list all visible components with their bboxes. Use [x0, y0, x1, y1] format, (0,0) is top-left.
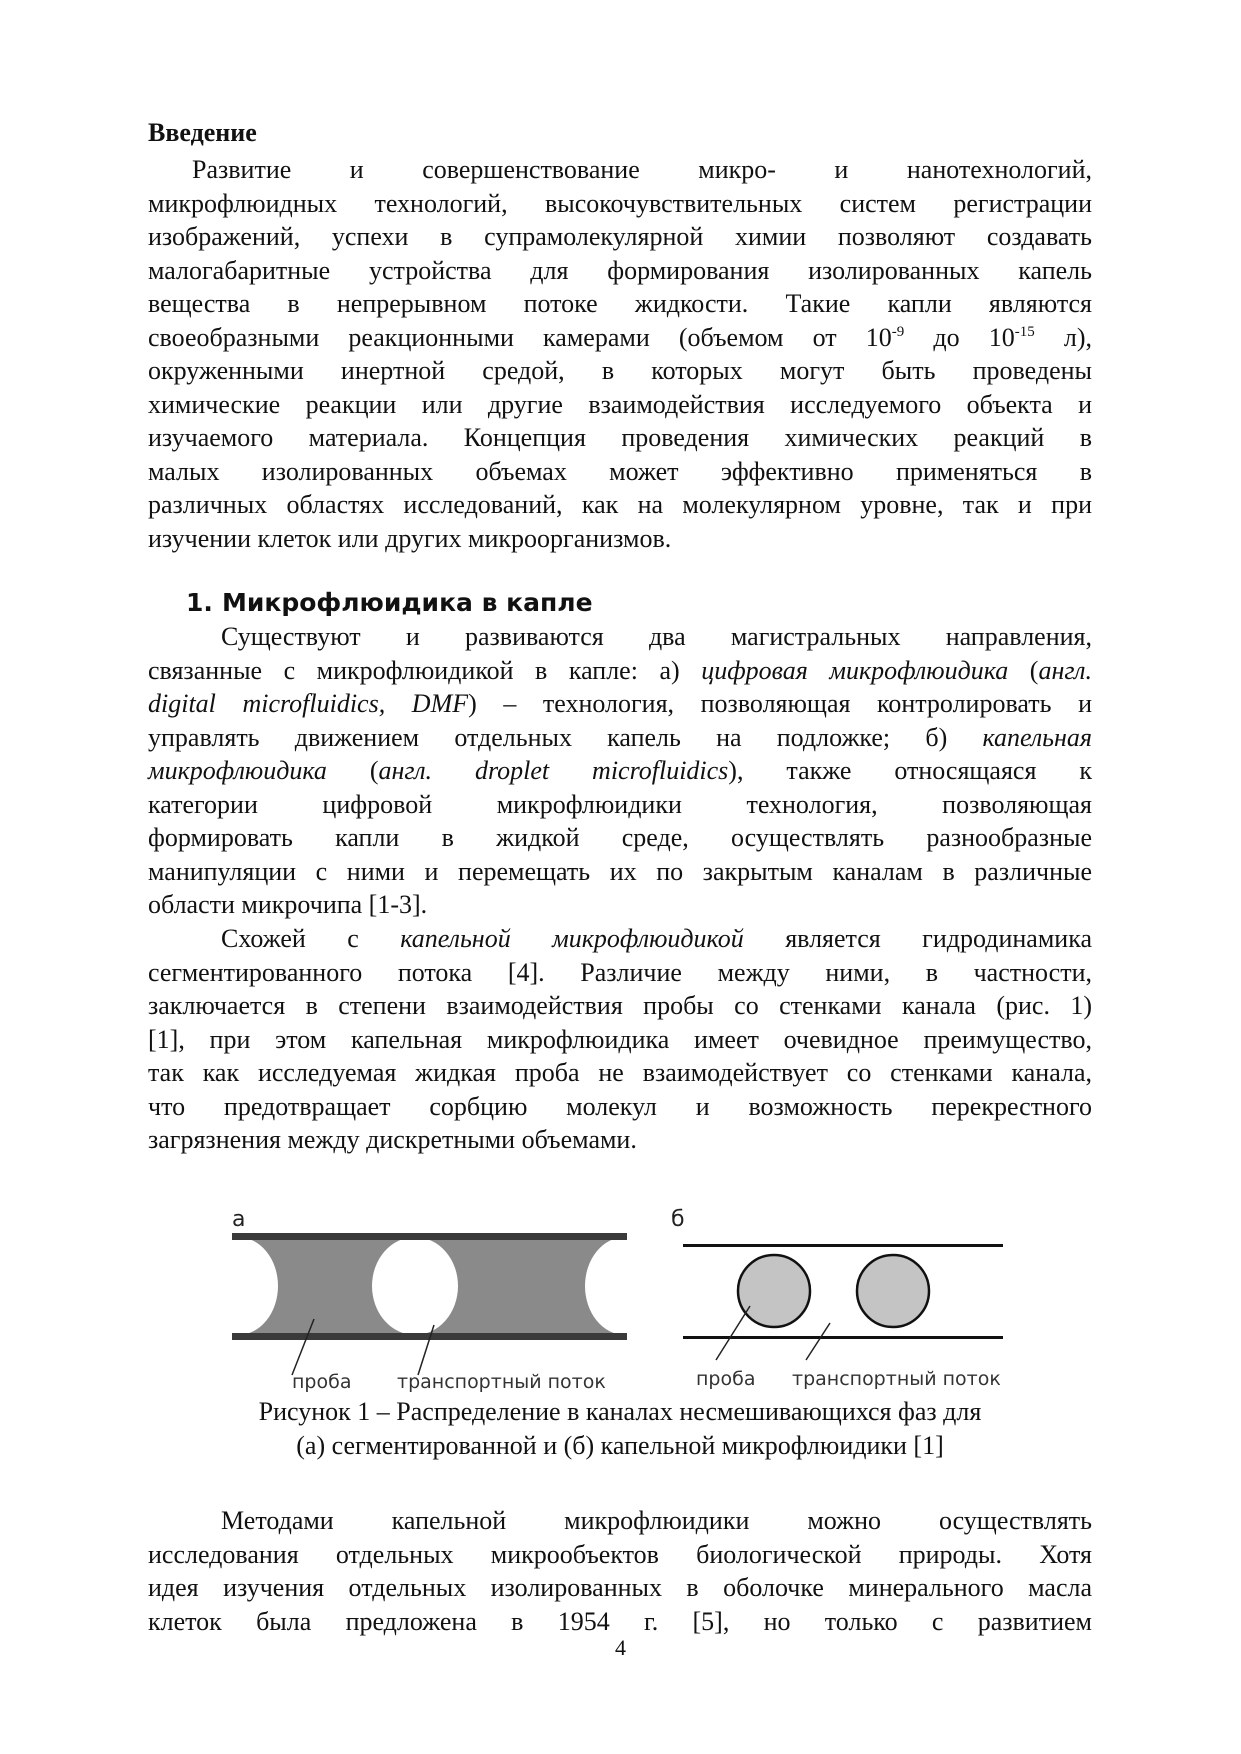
panel-b-flow-label: транспортный поток [792, 1368, 1001, 1390]
wall-top-b [683, 1244, 1003, 1247]
text-line: Существуют и развиваются два магистральных направления, [221, 622, 1092, 651]
text-line: так как исследуемая жидкая проба не взаимодействует со стенками канала, [148, 1058, 1092, 1087]
text-line: digital microfluidics, DMF) – технология, позволяющая контролировать и [148, 689, 1092, 718]
transport-flow-segment-right [585, 1237, 665, 1335]
text-line: Схожей с капельной микрофлюидикой является гидродинамика [221, 924, 1092, 953]
segmented-flow-diagram [198, 1233, 665, 1375]
text-line: клеток была предложена в 1954 г. [5], но только с развитием [148, 1606, 1092, 1636]
text-line: изучаемого материала. Концепция проведения химических реакций в [148, 423, 1092, 452]
text-line: связанные с микрофлюидикой в капле: а) цифровая микрофлюидика (англ. [148, 655, 1092, 685]
text-line: области микрочипа [1-3]. [148, 890, 428, 919]
panel-a-flow-label: транспортный поток [397, 1371, 606, 1393]
text-line: изображений, успехи в супрамолекулярной химии позволяют создавать [148, 222, 1092, 251]
droplet-1 [738, 1255, 810, 1327]
transport-flow-segment [372, 1237, 458, 1335]
text-line: идея изучения отдельных изолированных в оболочке минерального масла [148, 1573, 1092, 1602]
text-line: категории цифровой микрофлюидики технология, позволяющая [148, 789, 1092, 819]
section-title: Микрофлюидика в капле [222, 588, 593, 617]
text-line: заключается в степени взаимодействия пробы со стенками канала (рис. 1) [148, 991, 1092, 1020]
figure-caption [148, 1395, 1092, 1463]
flow-pointer-b [806, 1323, 830, 1360]
page-number: 4 [615, 1635, 626, 1660]
text-line: [1], при этом капельная микрофлюидика имеет очевидное преимущество, [148, 1024, 1092, 1054]
text-line: манипуляции с ними и перемещать их по закрытым каналам в различные [148, 856, 1092, 886]
text-line: изучении клеток или других микроорганизмов. [148, 523, 672, 553]
panel-b-label: б [671, 1207, 685, 1232]
droplet-2 [857, 1255, 929, 1327]
text-line: управлять движением отдельных капель на подложке; б) капельная [148, 722, 1092, 752]
panel-a-probe-label: проба [292, 1371, 352, 1393]
panel-a-label: а [232, 1207, 246, 1232]
text-line: вещества в непрерывном потоке жидкости. Такие капли являются [148, 289, 1092, 318]
probe-pointer-b [716, 1306, 750, 1360]
panel-b-probe-label: проба [696, 1368, 756, 1390]
text-line: малых изолированных объемах может эффективно применяться в [148, 456, 1092, 486]
text-line: Развитие и совершенствование микро- и нанотехнологий, [192, 155, 1092, 184]
text-line: окруженными инертной средой, в которых могут быть проведены [148, 356, 1092, 385]
transport-flow-segment-left [198, 1237, 278, 1335]
text-line: малогабаритные устройства для формирования изолированных капель [148, 255, 1092, 285]
text-line: микрофлюидных технологий, высокочувствительных систем регистрации [148, 188, 1092, 218]
caption-line: (а) сегментированной и (б) капельной микрофлюидики [1] [296, 1431, 944, 1460]
text-line: различных областях исследований, как на молекулярном уровне, так и при [148, 490, 1092, 519]
paragraph-3 [148, 1504, 1092, 1638]
text-line: формировать капли в жидкой среде, осуществлять разнообразные [148, 823, 1092, 852]
text-line: загрязнения между дискретными объемами. [148, 1125, 637, 1154]
text-line: микрофлюидика (англ. droplet microfluidics), также относящаяся к [148, 756, 1092, 785]
wall-top-a [232, 1233, 627, 1240]
text-line: своеобразными реакционными камерами (объемом от $10^{-9}$ до $10^{-15}$ л), [148, 322, 1093, 352]
section-number: 1. [186, 588, 213, 617]
caption-line: Рисунок 1 – Распределение в каналах несмешивающихся фаз для [258, 1397, 982, 1426]
text-line: сегментированного потока [4]. Различие между ними, в частности, [148, 957, 1092, 987]
text-line: химические реакции или другие взаимодействия исследуемого объекта и [148, 389, 1092, 419]
intro-heading: Введение [148, 118, 257, 147]
text-line: исследования отдельных микрообъектов биологической природы. Хотя [148, 1539, 1092, 1569]
droplet-flow-diagram [683, 1244, 1003, 1360]
text-line: что предотвращает сорбцию молекул и возможность перекрестного [148, 1091, 1092, 1121]
text-line: Методами капельной микрофлюидики можно осуществлять [221, 1506, 1092, 1535]
